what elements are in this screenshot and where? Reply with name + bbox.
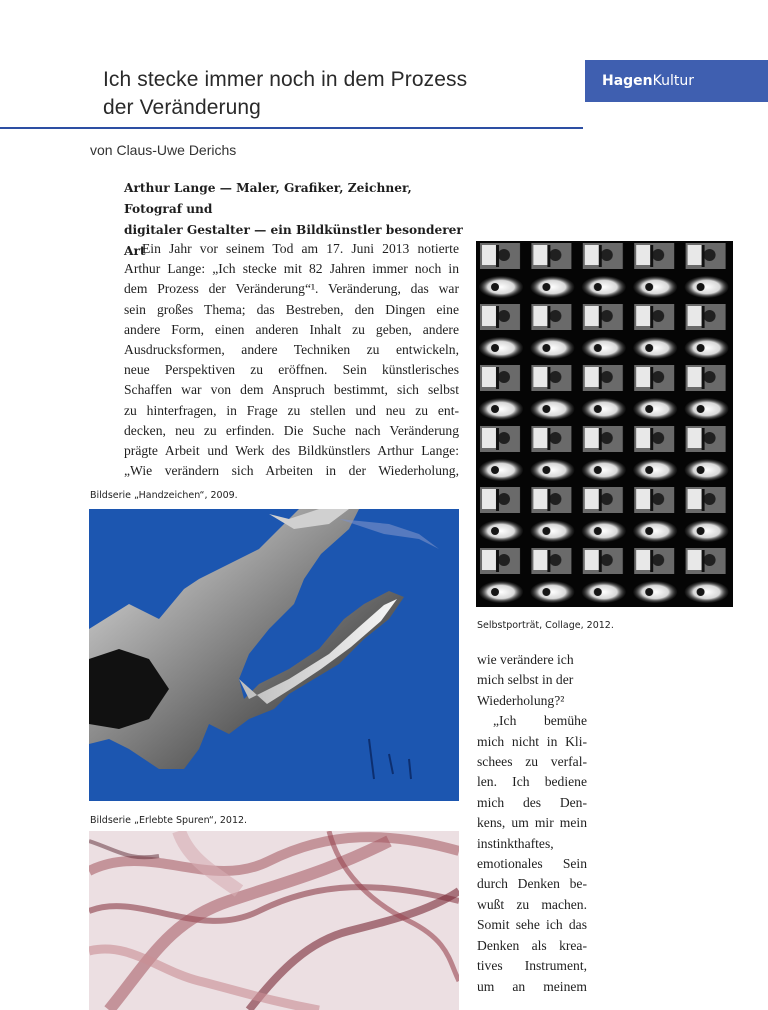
col2-line: len. Ich bediene — [477, 774, 587, 790]
body-line: andere Form, einen anderen Inhalt zu geben, andere — [124, 321, 459, 337]
col2-line: mich nicht in Kli- — [477, 733, 587, 749]
body-line: Ausdrucksformen, andere Techniken zu entwickeln, — [124, 342, 459, 358]
title-line-2: der Veränderung — [103, 96, 261, 119]
body-line: dem Prozess der Veränderung“¹. Veränderung, das war — [124, 281, 459, 297]
col2-line: instinkthaftes, — [477, 835, 554, 851]
handzeichen-image — [89, 509, 459, 801]
col2-line: durch Denken be- — [477, 876, 587, 892]
erlebte-spuren-image — [89, 831, 459, 1010]
lead-line: digitaler Gestalter — ein Bildkünstler besonderer Art — [124, 223, 463, 258]
selbstportraet-collage-image — [476, 241, 733, 607]
badge-brand: Hagen — [602, 73, 653, 89]
col2-line: Wiederholung?² — [477, 692, 565, 708]
body-line: decken, neu zu erfinden. Die Suche nach Veränderung — [124, 422, 459, 438]
column-two-text — [477, 650, 587, 997]
body-line: prägte Arbeit und Werk des Bildkünstlers Arthur Lange: — [124, 443, 459, 459]
body-line: Ein Jahr vor seinem Tod am 17. Juni 2013 notierte — [142, 241, 459, 256]
col2-line: mich des Den- — [477, 794, 587, 810]
collage-graphic — [476, 241, 733, 607]
caption-selbstportraet: Selbstporträt, Collage, 2012. — [477, 620, 614, 631]
body-line: neue Perspektiven zu eröffnen. Sein künstlerisches — [124, 362, 459, 378]
article-title — [103, 66, 563, 122]
spuren-graphic — [89, 831, 459, 1010]
body-text — [124, 239, 459, 481]
col2-line: mich selbst in der — [477, 672, 574, 688]
col2-line: schees zu verfal- — [477, 754, 587, 770]
caption-spuren: Bildserie „Erlebte Spuren“, 2012. — [90, 815, 248, 826]
col2-line: um an meinem — [477, 978, 587, 994]
title-underline — [0, 127, 583, 129]
lead-line: Arthur Lange — Maler, Grafiker, Zeichner, Fotograf und — [124, 181, 412, 216]
author-byline: von Claus-Uwe Derichs — [90, 142, 237, 158]
col2-line: Somit sehe ich das — [477, 917, 587, 933]
col2-line: wie verändere ich — [477, 652, 574, 667]
body-line: Schaffen war von dem Anspruch bestimmt, sich selbst — [124, 382, 459, 398]
badge-section: Kultur — [652, 73, 695, 89]
section-badge — [585, 60, 768, 102]
col2-line: kens, um mir mein — [477, 815, 587, 831]
body-line: „Wie verändern sich Arbeiten in der Wiederholung, — [124, 463, 459, 479]
caption-handzeichen: Bildserie „Handzeichen“, 2009. — [90, 490, 238, 501]
body-line: zu hinterfragen, in Frage zu stellen und neu zu ent- — [124, 402, 459, 418]
body-line: sein großes Thema; das Bestreben, den Dingen eine — [124, 301, 459, 317]
col2-line: wußt zu machen. — [477, 896, 587, 912]
title-line-1: Ich stecke immer noch in dem Prozess — [103, 68, 468, 91]
col2-line: Denken als krea- — [477, 937, 587, 953]
col2-line: tives Instrument, — [477, 958, 587, 974]
body-line: Arthur Lange: „Ich stecke mit 82 Jahren immer noch in — [124, 261, 459, 277]
col2-line: „Ich bemühe — [493, 713, 587, 729]
handzeichen-graphic — [89, 509, 459, 801]
col2-line: emotionales Sein — [477, 856, 587, 872]
